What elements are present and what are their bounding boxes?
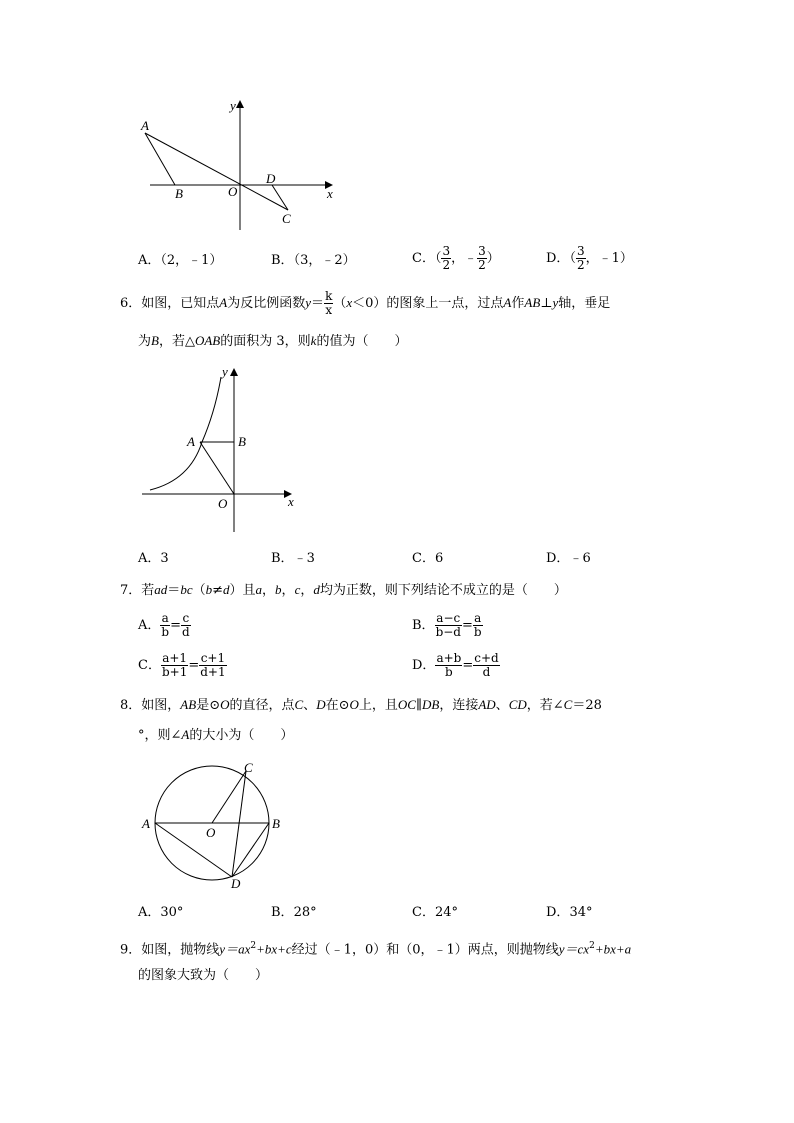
q5-option-a: A．（2，﹣1） xyxy=(138,253,223,268)
q6-label-o: O xyxy=(218,496,228,511)
q6-figure xyxy=(140,362,310,534)
q6-y-arrow xyxy=(230,368,238,376)
q7-option-b: B． $\frac{a-c}{b-d}$ = $\frac{a}{b}$ xyxy=(412,611,482,639)
q8-segment-ad xyxy=(155,823,232,877)
q5-y-arrow xyxy=(236,100,244,108)
q6-option-c: C．6 xyxy=(412,551,444,566)
q5-label-b: B xyxy=(175,186,183,201)
q5-label-x: x xyxy=(327,186,333,201)
q6-hyperbola xyxy=(150,377,221,490)
q8-label-d: D xyxy=(231,876,241,891)
q5-figure xyxy=(130,95,350,240)
q5-option-d: D．（ $\frac{3}{2}$ ，﹣1） xyxy=(546,244,633,272)
q9-stem-line1: 9．如图，抛物线$y=ax^2+bx+c$经过（﹣1，0）和（0，﹣1）两点，则抛物线$y=cx^2+bx+a$ xyxy=(120,941,632,958)
q5-c-frac2: $\frac{3}{2}$ xyxy=(478,244,486,272)
q6-stem-line2: 为B，若△OAB的面积为 3，则k的值为（ ） xyxy=(138,333,408,349)
q8-segment-cd xyxy=(232,771,246,877)
q8-figure xyxy=(138,758,288,893)
q8-option-a: A．30° xyxy=(138,905,184,920)
q6-stem-line1: 6．如图，已知点A为反比例函数y＝ $\frac{k}{x}$ （x＜0）的图象上一点，过点A作AB⊥y轴，垂足 xyxy=(120,289,611,317)
q8-option-c: C．24° xyxy=(412,905,458,920)
q5-option-b: B．（3，﹣2） xyxy=(271,253,356,268)
q6-option-b: B．﹣3 xyxy=(271,551,315,566)
q7-stem: 7．若ad＝bc（b≠d）且a，b，c，d均为正数，则下列结论不成立的是（ ） xyxy=(120,582,567,598)
q5-label-o: O xyxy=(228,184,238,199)
q7-option-c: C． $\frac{a+1}{b+1}$ = $\frac{c+1}{d+1}$ xyxy=(138,651,226,679)
q6-segment-ao xyxy=(200,442,234,494)
q6-label-y: y xyxy=(222,364,228,379)
q9-stem-line2: 的图象大致为（ ） xyxy=(138,968,269,983)
q5-label-c: C xyxy=(282,211,291,226)
q8-label-b: B xyxy=(272,816,280,831)
q5-d-frac: $\frac{3}{2}$ xyxy=(576,244,585,272)
q6-label-a: A xyxy=(187,434,195,449)
q8-option-b: B．28° xyxy=(271,905,317,920)
q8-label-o: O xyxy=(206,825,216,840)
q6-option-a: A．3 xyxy=(138,551,169,566)
q6-label-b: B xyxy=(238,434,246,449)
q8-label-c: C xyxy=(244,760,253,775)
q8-segment-oc xyxy=(212,771,246,823)
q5-option-c: C．（ $\frac{3}{2}$ ，﹣ $\frac{3}{2}$ ） xyxy=(412,244,500,272)
q6-option-d: D．﹣6 xyxy=(546,551,591,566)
q5-label-y: y xyxy=(230,98,236,113)
q6-label-x: x xyxy=(288,494,294,509)
q8-stem-line2: °，则∠A的大小为（ ） xyxy=(138,727,294,743)
q8-stem-line1: 8．如图，AB是⊙O的直径，点C、D在⊙O上，且OC∥DB，连接AD、CD，若∠C＝28 xyxy=(120,697,602,713)
q7-option-d: D． $\frac{a+b}{b}$ = $\frac{c+d}{d}$ xyxy=(412,651,499,679)
q8-segment-db xyxy=(232,823,269,877)
q8-option-d: D．34° xyxy=(546,905,593,920)
q8-label-a: A xyxy=(142,816,150,831)
q5-label-d: D xyxy=(266,171,276,186)
q7-option-a: A． $\frac{a}{b}$ = $\frac{c}{d}$ xyxy=(138,611,190,639)
q5-label-a: A xyxy=(141,118,149,133)
q5-c-frac1: $\frac{3}{2}$ xyxy=(442,244,451,272)
